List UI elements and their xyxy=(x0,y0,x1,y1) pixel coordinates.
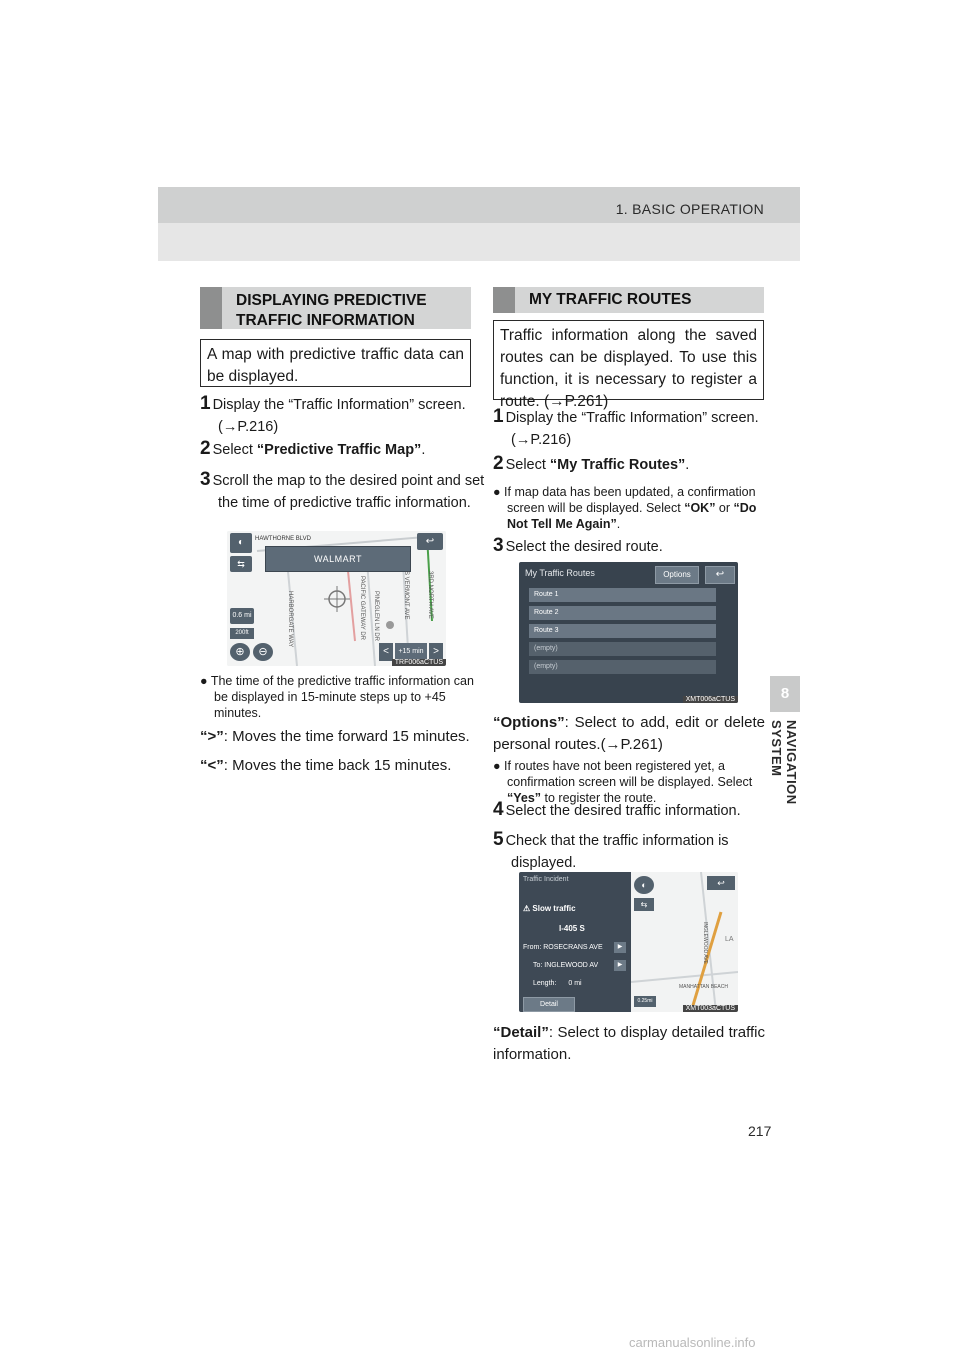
figure-code: XMT006aCTUS xyxy=(683,696,738,703)
step-number: 3 xyxy=(493,535,504,556)
back-key-desc: “<”: Moves the time back 15 minutes. xyxy=(200,757,452,774)
poi-banner[interactable]: WALMART xyxy=(265,546,411,572)
street-label: 3RD NORTH AVE xyxy=(427,571,433,619)
panel-title: Traffic Incident xyxy=(523,876,569,883)
map-area-label: LA xyxy=(725,936,734,943)
step-number: 2 xyxy=(493,453,504,474)
play-icon: ▶ xyxy=(617,962,623,968)
time-display: +15 min xyxy=(395,643,427,661)
map-scale: 0.25mi xyxy=(634,996,656,1007)
chapter-label: NAVIGATION SYSTEM xyxy=(769,720,799,805)
detail-button[interactable]: Detail xyxy=(523,997,575,1012)
return-arrow-icon: ↩ xyxy=(425,536,435,547)
back-button[interactable] xyxy=(707,876,735,890)
watermark-text: carmanualsonline.info xyxy=(629,1335,756,1350)
street-label: HAWTHORNE BLVD xyxy=(255,536,312,542)
map-street-label: INGLEWOOD AVE xyxy=(702,922,708,964)
options-desc: “Options”: Select to add, edit or delete personal routes.(→P.261) xyxy=(493,714,765,753)
incident-length: Length: 0 mi xyxy=(533,980,582,987)
my-traffic-routes-screenshot xyxy=(519,562,738,703)
street-label: HARBORGATE WAY xyxy=(287,591,293,648)
traffic-incident-screenshot xyxy=(519,872,738,1012)
step-number: 1 xyxy=(493,406,504,427)
figure-code: XMT003aCTUS xyxy=(683,1005,738,1012)
step-number: 5 xyxy=(493,829,504,850)
to-arrow-button[interactable] xyxy=(614,960,626,971)
left-step-3: 3 Scroll the map to the desired point and set the time of predictive traffic information. xyxy=(200,469,485,511)
zoom-out-icon: ⊖ xyxy=(258,646,268,658)
route-item[interactable]: Route 3 xyxy=(529,624,716,638)
play-icon: ▶ xyxy=(617,944,623,950)
section-header-title: 1. BASIC OPERATION xyxy=(615,201,764,217)
route-item[interactable]: Route 1 xyxy=(529,588,716,602)
traffic-icon: ⇆ xyxy=(640,900,648,909)
bullet-icon: ● xyxy=(493,759,505,773)
right-step-4: 4 Select the desired traffic information. xyxy=(493,799,741,820)
traffic-icon-button[interactable] xyxy=(634,898,654,911)
options-button[interactable]: Options xyxy=(655,566,699,584)
zoom-out-button[interactable] xyxy=(253,643,273,661)
route-item[interactable]: Route 2 xyxy=(529,606,716,620)
street-label: PINEGLEN LN DR xyxy=(373,591,379,642)
zoom-in-icon: ⊕ xyxy=(235,646,245,658)
page-number: 217 xyxy=(748,1123,772,1139)
chapter-tab: 8 xyxy=(770,676,800,712)
predictive-heading: DISPLAYING PREDICTIVE TRAFFIC INFORMATION xyxy=(200,287,471,329)
right-bullet-1: ● If map data has been updated, a confirmation screen will be displayed. Select “OK” or “Do Not Tell Me Again”. xyxy=(493,485,757,531)
incident-road: I-405 S xyxy=(559,924,585,933)
left-bullet: ● The time of the predictive traffic information can be displayed in 15-minute steps up to +45 minutes. xyxy=(200,674,474,720)
right-step-3: 3 Select the desired route. xyxy=(493,535,663,556)
zoom-level: 200ft xyxy=(230,628,254,639)
return-arrow-icon: ↩ xyxy=(715,569,725,580)
incident-type: ⚠ Slow traffic xyxy=(523,904,576,913)
return-arrow-icon: ↩ xyxy=(717,878,725,888)
time-forward-button[interactable]: > xyxy=(429,643,443,661)
step-number: 3 xyxy=(200,469,211,490)
predictive-map-screenshot xyxy=(227,531,446,666)
street-label: PACIFIC GATEWAY DR xyxy=(359,576,365,641)
my-traffic-heading: MY TRAFFIC ROUTES xyxy=(493,287,764,313)
traffic-icon: ⇆ xyxy=(237,559,245,569)
incident-to: To: INGLEWOOD AV xyxy=(533,962,599,969)
right-step-5: 5 Check that the traffic information is displayed. xyxy=(493,829,729,871)
detail-desc: “Detail”: Select to display detailed traffic information. xyxy=(493,1024,765,1063)
compass-button[interactable] xyxy=(230,533,252,553)
right-bullet-2: ● If routes have not been registered yet, a confirmation screen will be displayed. Select “Yes” to register the route. xyxy=(493,759,753,805)
back-button[interactable] xyxy=(417,533,443,550)
compass-button[interactable] xyxy=(634,876,654,894)
bullet-icon: ● xyxy=(493,485,505,499)
left-step-2: 2 Select “Predictive Traffic Map”. xyxy=(200,438,426,459)
incident-from: From: ROSECRANS AVE xyxy=(523,944,603,951)
step-number: 2 xyxy=(200,438,211,459)
compass-icon: ◐ xyxy=(237,537,245,548)
right-step-1: 1 Display the “Traffic Information” screen. (→P.216) xyxy=(493,406,759,448)
compass-icon: ◐ xyxy=(641,880,647,890)
left-step-1: 1 Display the “Traffic Information” screen. (→P.216) xyxy=(200,393,466,435)
step-number: 1 xyxy=(200,393,211,414)
zoom-in-button[interactable] xyxy=(230,643,250,661)
route-item-empty[interactable]: (empty) xyxy=(529,660,716,674)
predictive-intro: A map with predictive traffic data can be displayed. xyxy=(200,339,471,387)
route-item-empty[interactable]: (empty) xyxy=(529,642,716,656)
map-street-label: MANHATTAN BEACH xyxy=(679,984,728,990)
traffic-icon-button[interactable] xyxy=(230,556,252,572)
time-back-button[interactable]: < xyxy=(379,643,393,661)
right-step-2: 2 Select “My Traffic Routes”. xyxy=(493,453,690,474)
forward-key-desc: “>”: Moves the time forward 15 minutes. xyxy=(200,728,470,745)
from-arrow-button[interactable] xyxy=(614,942,626,953)
warning-icon: ⚠ xyxy=(523,904,533,913)
my-traffic-intro: Traffic information along the saved routes can be displayed. To use this function, it is necessary to register a route. (→P.261) xyxy=(493,320,764,400)
screen-title: My Traffic Routes xyxy=(525,568,595,578)
scale-indicator: 0.6 mi xyxy=(230,608,254,624)
back-button[interactable] xyxy=(705,566,735,584)
street-label: S VERMONT AVE xyxy=(403,571,409,620)
header-subbar xyxy=(158,223,800,261)
figure-code: TRF006aCTUS xyxy=(392,659,446,666)
step-number: 4 xyxy=(493,799,504,820)
bullet-icon: ● xyxy=(200,674,211,688)
